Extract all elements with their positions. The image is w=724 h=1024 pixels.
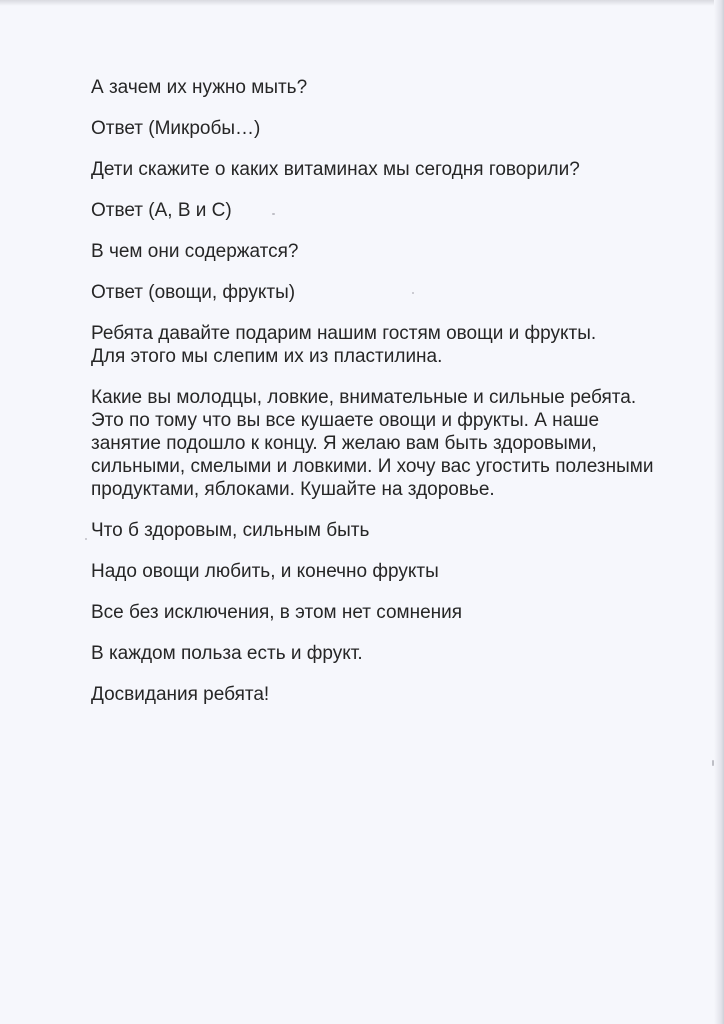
line-answer-vitamins: Ответ (А, В и С) [91,200,232,221]
page-top-edge [0,0,724,6]
line-question-contain: В чем они содержатся? [91,241,299,262]
line-question-vitamins: Дети скажите о каких витаминах мы сегодня говорили? [91,159,580,180]
poem-line-3: Все без исключения, в этом нет сомнения [91,602,463,623]
poem-line-2: Надо овощи любить, и конечно фрукты [91,561,439,582]
paragraph-gifts: Ребята давайте подарим нашим гостям овощи и фрукты. Для этого мы слепим их из пластилина. [91,323,597,367]
poem-line-4: В каждом польза есть и фрукт. [91,643,363,664]
page-right-edge [714,0,724,1024]
scan-speck [272,213,275,215]
document-text [91,76,671,724]
line-answer-vegetables: Ответ (овощи, фрукты) [91,282,296,303]
line-farewell: Досвидания ребята! [91,684,270,705]
line-question-wash: А зачем их нужно мыть? [91,77,308,98]
scan-speck [85,538,87,540]
scan-speck [412,292,414,294]
line-answer-microbes: Ответ (Микробы…) [91,118,261,139]
paragraph-praise: Какие вы молодцы, ловкие, внимательные и сильные ребята. Это по тому что вы все кушаете овощи и фрукты. А наше занятие подошло к концу. Я желаю вам быть здоровыми, сильными, смелыми и ловкими. И хочу вас угостить полезными продуктами, яблоками. Кушайте на здоровье. [91,387,654,500]
scan-speck [712,760,714,766]
poem-line-1: Что б здоровым, сильным быть [91,520,370,541]
